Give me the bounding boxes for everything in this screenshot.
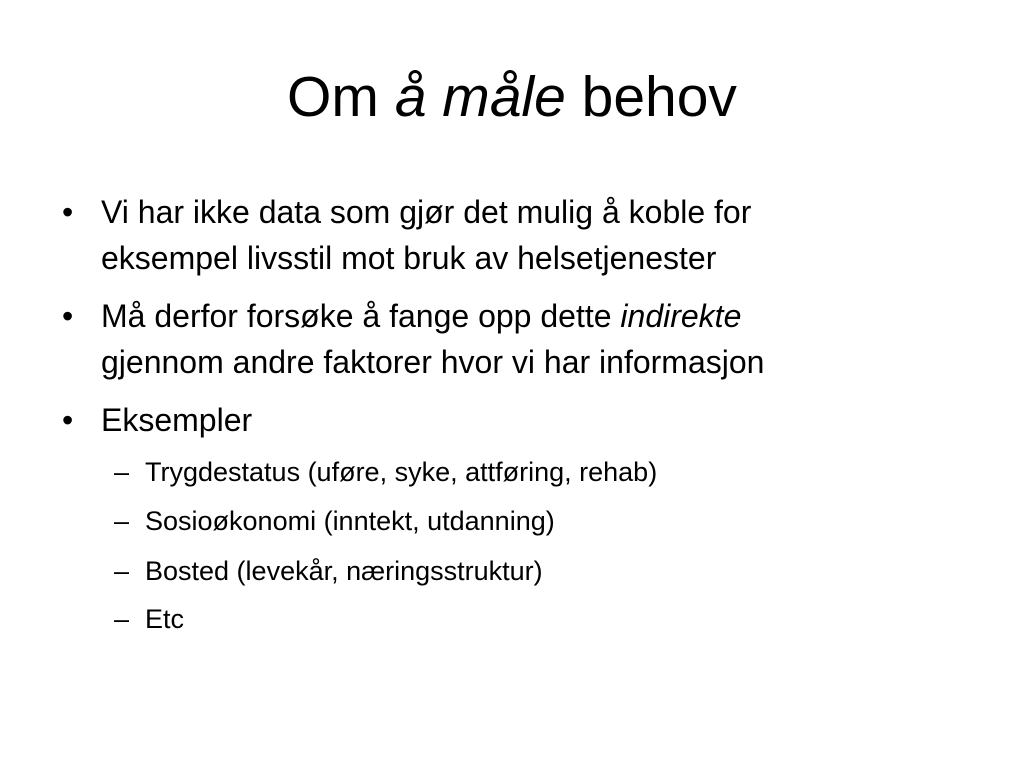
bullet-symbol: • (62, 298, 74, 334)
sub-item-text: Sosioøkonomi (inntekt, utdanning) (145, 506, 555, 536)
sub-item-text: Bosted (levekår, næringsstruktur) (145, 556, 543, 586)
bullet-line (101, 293, 961, 339)
bullet-symbol: • (62, 402, 74, 438)
dash-symbol: – (114, 506, 130, 536)
slide-title-part1: Om (287, 65, 395, 129)
sub-item-text: Etc (145, 604, 185, 634)
bullet-line: eksempel livsstil mot bruk av helsetjenester (101, 240, 717, 276)
dash-symbol: – (114, 556, 130, 586)
bullet-text: Eksempler (101, 402, 253, 438)
dash-symbol: – (114, 604, 130, 634)
sub-item-text: Trygdestatus (uføre, syke, attføring, rehab) (145, 457, 658, 487)
bullet-line: Vi har ikke data som gjør det mulig å koble for (101, 194, 752, 230)
bullet-line-italic: indirekte (620, 298, 742, 334)
bullet-line-text: Må derfor forsøke å fange opp dette (101, 298, 621, 334)
bullet-text (101, 189, 961, 281)
bullet-symbol: • (62, 194, 74, 230)
bullet-text (101, 293, 961, 385)
dash-symbol: – (114, 457, 130, 487)
bullet-line: gjennom andre faktorer hvor vi har informasjon (101, 344, 765, 380)
slide-title-italic: å måle (394, 65, 566, 129)
slide-title (0, 62, 1024, 132)
slide-title-part2: behov (565, 65, 737, 129)
